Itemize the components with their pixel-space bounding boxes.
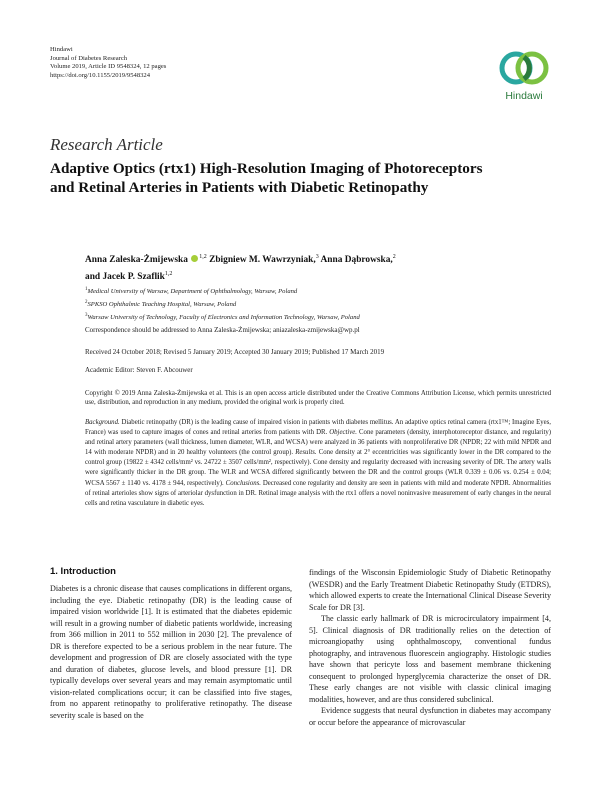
abstract-background: Diabetic retinopathy (DR) is the leading cause of impaired vision in patients with diabetes mellitus. An adaptive optics retinal camera (rtx1™; Imagine Eyes, France) was used to capture images of cones and retinal arteries from patients with DR. — [85, 419, 551, 437]
academic-editor: Academic Editor: Steven F. Abcouwer — [85, 366, 193, 374]
author-list — [85, 250, 525, 284]
body-column-left — [50, 583, 292, 721]
abstract-background-label: Background. — [85, 419, 120, 426]
author-name: Anna Zaleska-Żmijewska — [85, 255, 188, 266]
abstract-results: Cone density at 2° eccentricities was significantly lower in the DR compared to the control group (19822 ± 4342 cells/mm² vs. 24722 ± 3507 cells/mm², respectively). Cone density and regularity decreased with increasing severity of DR. The artery walls were significantly thicker in the DR group. The WLR and WCSA differed significantly between the DR and the control groups (WLR 0.339 ± 0.06 vs. 0.254 ± 0.04; WCSA 5567 ± 1140 vs. 4178 ± 944, respectively). — [85, 449, 551, 487]
article-type: Research Article — [50, 135, 163, 154]
hindawi-logo — [496, 46, 552, 104]
author-affil-sup: 1,2 — [199, 254, 207, 260]
abstract-conclusions: Decreased cone regularity and density are seen in patients with mild and moderate NPDR. Abnormalities of retinal arterioles show signs of arteriolar dysfunction in DR. Retinal image analysis with the rtx1 offers a novel noninvasive measurement of early changes in the neural cells and retina vasculature in diabetic eyes. — [85, 479, 552, 507]
doi-link[interactable]: https://doi.org/10.1155/2019/9548324 — [50, 71, 151, 79]
author-name: Zbigniew M. Wawrzyniak, — [209, 255, 316, 266]
journal-name: Journal of Diabetes Research — [50, 54, 128, 62]
copyright-notice: Copyright © 2019 Anna Zaleska-Żmijewska et al. This is an open access article distributed under the Creative Commons Attribution License, which permits unrestricted use, distribution, and reproduction in any medium, provided the original work is properly cited. — [85, 390, 551, 407]
affiliation-item: $^2$SPKSO Ophthalmic Teaching Hospital, Warsaw, Poland — [85, 300, 237, 309]
author-affil-sup: 2 — [392, 254, 396, 260]
affiliation-item: $^1$Medical University of Warsaw, Department of Ophthalmology, Warsaw, Poland — [85, 287, 298, 296]
paragraph: Evidence suggests that neural dysfunction in diabetes may accompany or occur before the appearance of microvascular — [309, 706, 551, 727]
paragraph: findings of the Wisconsin Epidemiologic Study of Diabetic Retinopathy (WESDR) and the Early Treatment Diabetic Retinopathy Study (ETDRS), which allowed experts to create the International Clinical Disease Severity Scale for DR [3]. — [309, 568, 551, 612]
body-column-right — [309, 567, 551, 728]
publisher-name: Hindawi — [50, 46, 73, 53]
abstract-objective: Cone parameters (density, interphotoreceptor distance, and regularity) and retinal artery parameters (wall thickness, lumen diameter, WLR, and WCSA) were analyzed in 36 patients with nonproliferative DR (NPDR; 22 with mild NPDR and 14 with moderate NPDR) and in 20 healthy volunteers (the control group). — [85, 429, 552, 457]
journal-info — [50, 46, 166, 80]
paragraph: The classic early hallmark of DR is microcirculatory impairment [4, 5]. Clinical diagnosis of DR traditionally relies on the detection of microangiopathy using ophthalmoscopy, conventional fundus photography, and intravenous fluorescein angiography. Histologic studies have shown that pericyte loss and basement membrane thickening consequent to prolonged hyperglycemia characterize the onset of DR. These early changes are not visible with classic clinical imaging modalities, however, and are thus considered subclinical. — [309, 614, 551, 704]
abstract-conclusions-label: Conclusions. — [225, 479, 261, 487]
correspondence: Correspondence should be addressed to Anna Zaleska-Żmijewska; aniazaleska-zmijewska@wp.pl — [85, 326, 360, 334]
orcid-icon[interactable] — [191, 255, 198, 262]
author-name: Anna Dąbrowska, — [320, 255, 393, 266]
abstract-objective-label: Objective. — [329, 429, 357, 437]
section-heading: 1. Introduction — [50, 566, 116, 577]
dates-line: Received 24 October 2018; Revised 5 January 2019; Accepted 30 January 2019; Published 17 March 2019 — [85, 348, 385, 356]
affiliation-item: $^3$Warsaw University of Technology, Faculty of Electronics and Information Technology, Warsaw, Poland — [85, 313, 360, 322]
author-name: and Jacek P. Szaflik — [85, 272, 165, 283]
hindawi-rings-logo-icon — [496, 46, 552, 90]
volume-line: Volume 2019, Article ID 9548324, 12 pages — [50, 63, 167, 71]
author-affil-sup: 1,2 — [164, 271, 173, 278]
abstract — [85, 418, 551, 509]
abstract-results-label: Results. — [295, 449, 317, 457]
affiliations — [85, 284, 360, 324]
logo-wordmark: Hindawi — [505, 90, 543, 102]
paragraph: Diabetes is a chronic disease that causes complications in different organs, including the eye. Diabetic retinopathy (DR) is the leading cause of impaired vision worldwide [1]. It is estimated that the diabetes epidemic will result in a growing number of diabetic patients worldwide, increasing from 366 million in 2011 to 552 million in 2030 [2]. The prevalence of DR is therefore expected to be a serious problem in the near future. The development and progression of DR are closely associated with the type and duration of diabetes, glucose levels, and blood pressure [1]. DR typically develops over several years and may remain asymptomatic until vision-related complications occur; it can be classified into five stages, from no apparent retinopathy to proliferative retinopathy. The disease severity scale is based on the — [50, 584, 292, 720]
article-title: Adaptive Optics (rtx1) High-Resolution Imaging of Photoreceptors and Retinal Arteries in Patients with Diabetic Retinopathy — [50, 160, 483, 196]
author-affil-sup: 3 — [315, 254, 319, 260]
